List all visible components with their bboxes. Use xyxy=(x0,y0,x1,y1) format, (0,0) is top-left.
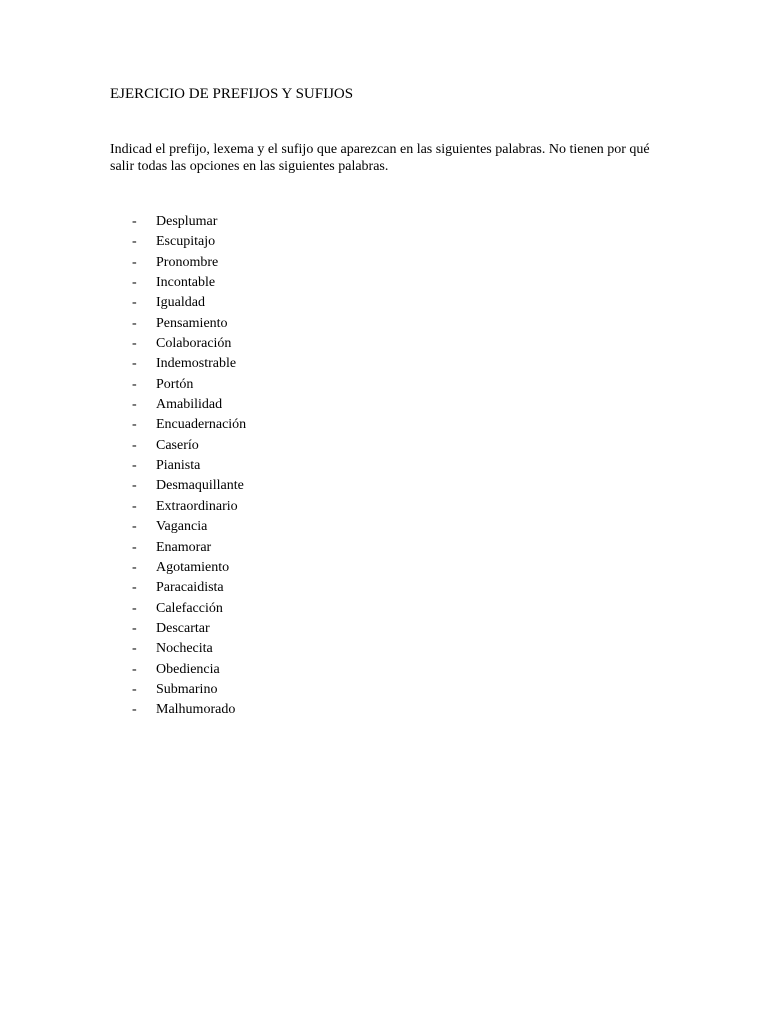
list-bullet: - xyxy=(132,498,137,514)
list-bullet: - xyxy=(132,661,137,677)
list-bullet: - xyxy=(132,620,137,636)
list-item-word: Agotamiento xyxy=(156,559,230,575)
list-item-word: Paracaidista xyxy=(156,580,224,596)
list-item-word: Enamorar xyxy=(156,539,212,555)
list-item-word: Encuadernación xyxy=(156,417,247,433)
list-item-word: Colaboración xyxy=(156,336,232,352)
list-item-word: Calefacción xyxy=(156,600,223,616)
list-bullet: - xyxy=(132,234,137,250)
list-bullet: - xyxy=(132,275,137,291)
list-bullet: - xyxy=(132,580,137,596)
list-item-word: Nochecita xyxy=(156,641,213,657)
list-bullet: - xyxy=(132,437,137,453)
list-bullet: - xyxy=(132,356,137,372)
list-bullet: - xyxy=(132,559,137,575)
list-item-word: Portón xyxy=(156,376,194,392)
list-bullet: - xyxy=(132,702,137,718)
list-item-word: Extraordinario xyxy=(156,498,238,514)
list-item-word: Igualdad xyxy=(156,295,205,311)
list-bullet: - xyxy=(132,214,137,229)
list-item-word: Pensamiento xyxy=(156,315,228,331)
list-item-word: Vagancia xyxy=(156,519,208,535)
list-bullet: - xyxy=(132,254,137,270)
instructions-paragraph: Indicad el prefijo, lexema y el sufijo que aparezcan en las siguientes palabras. No tienen por qué salir todas las opciones en las siguientes palabras. xyxy=(110,142,650,174)
list-item-word: Caserío xyxy=(156,437,199,453)
list-bullet: - xyxy=(132,295,137,311)
list-item-word: Amabilidad xyxy=(156,397,223,413)
list-item-word: Escupitajo xyxy=(156,234,216,250)
list-bullet: - xyxy=(132,458,137,474)
list-item-word: Desmaquillante xyxy=(156,478,244,494)
list-bullet: - xyxy=(132,600,137,616)
list-item-word: Malhumorado xyxy=(156,702,236,718)
list-bullet: - xyxy=(132,641,137,657)
list-bullet: - xyxy=(132,478,137,494)
list-bullet: - xyxy=(132,397,137,413)
list-bullet: - xyxy=(132,417,137,433)
list-bullet: - xyxy=(132,336,137,352)
document-title: EJERCICIO DE PREFIJOS Y SUFIJOS xyxy=(110,86,354,102)
list-item-word: Descartar xyxy=(156,620,210,636)
list-bullet: - xyxy=(132,376,137,392)
list-item-word: Desplumar xyxy=(156,214,218,229)
list-item-word: Pronombre xyxy=(156,254,219,270)
list-bullet: - xyxy=(132,539,137,555)
list-item-word: Obediencia xyxy=(156,661,220,677)
list-item-word: Incontable xyxy=(156,275,216,291)
list-bullet: - xyxy=(132,519,137,535)
list-item-word: Pianista xyxy=(156,458,201,474)
list-bullet: - xyxy=(132,315,137,331)
list-bullet: - xyxy=(132,681,137,697)
list-item-word: Submarino xyxy=(156,681,218,697)
list-item-word: Indemostrable xyxy=(156,356,237,372)
